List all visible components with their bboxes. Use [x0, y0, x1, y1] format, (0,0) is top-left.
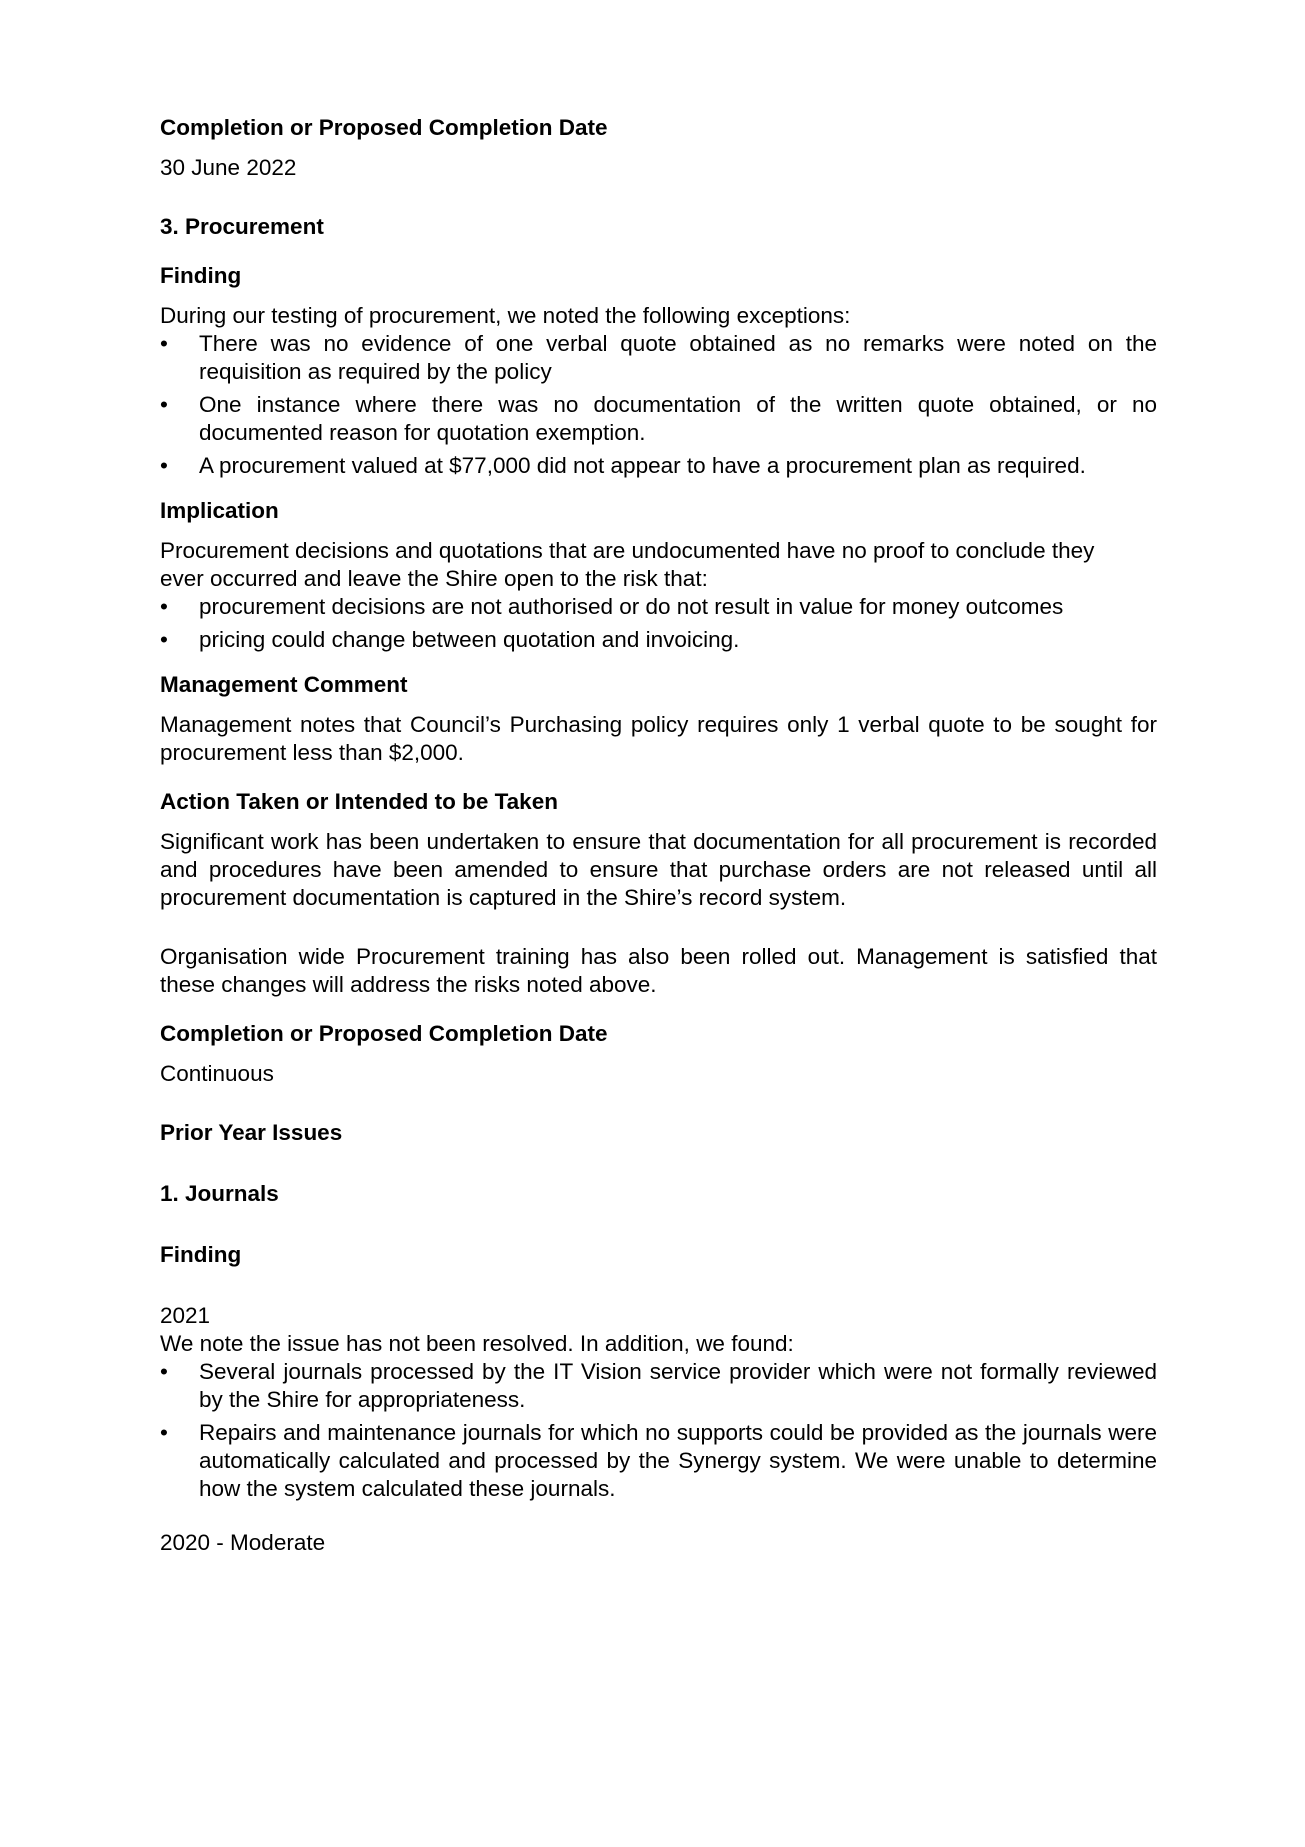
finding-bullet: • A procurement valued at $77,000 did not appear to have a procurement plan as required.: [160, 452, 1157, 480]
action-taken-paragraph-2: Organisation wide Procurement training has also been rolled out. Management is satisfied that these changes will address the risks noted above.: [160, 944, 1157, 997]
management-comment-text: Management notes that Council’s Purchasing policy requires only 1 verbal quote to be sought for procurement less than $2,000.: [160, 712, 1157, 765]
completion-date-heading: Completion or Proposed Completion Date: [160, 1021, 608, 1046]
finding-bullet-list: [160, 330, 1157, 480]
document-page: [160, 114, 1157, 1557]
year-2020-label: 2020 - Moderate: [160, 1530, 326, 1555]
bullet-2021: • Several journals processed by the IT Vision service provider which were not formally reviewed by the Shire for appropriateness.: [160, 1358, 1157, 1414]
journals-title: 1. Journals: [160, 1181, 279, 1206]
completion-date-heading: Completion or Proposed Completion Date: [160, 115, 608, 140]
finding-intro: During our testing of procurement, we noted the following exceptions:: [160, 303, 851, 328]
management-comment-heading: Management Comment: [160, 672, 408, 697]
finding-bullet: • One instance where there was no documentation of the written quote obtained, or no documented reason for quotation exemption.: [160, 391, 1157, 447]
bullet-2021: • Repairs and maintenance journals for which no supports could be provided as the journals were automatically calculated and processed by the Synergy system. We were unable to determine how the system calculated these journals.: [160, 1419, 1157, 1503]
implication-bullet-list: [160, 593, 1157, 654]
completion-date-value: 30 June 2022: [160, 155, 297, 180]
prior-year-issues-heading: Prior Year Issues: [160, 1120, 343, 1145]
finding-bullet: • There was no evidence of one verbal quote obtained as no remarks were noted on the requisition as required by the policy: [160, 330, 1157, 386]
procurement-title: 3. Procurement: [160, 214, 324, 239]
completion-date-value: Continuous: [160, 1061, 274, 1086]
action-taken-paragraph-1: Significant work has been undertaken to ensure that documentation for all procurement is recorded and procedures have been amended to ensure that purchase orders are not released until all procurement documentation is captured in the Shire’s record system.: [160, 829, 1157, 910]
intro-2021: We note the issue has not been resolved. In addition, we found:: [160, 1331, 794, 1356]
implication-bullet: • procurement decisions are not authorised or do not result in value for money outcomes: [160, 593, 1157, 621]
finding-heading: Finding: [160, 263, 242, 288]
implication-line-2: ever occurred and leave the Shire open to the risk that:: [160, 566, 708, 591]
action-taken-heading: Action Taken or Intended to be Taken: [160, 789, 558, 814]
implication-line-1: Procurement decisions and quotations that are undocumented have no proof to conclude they: [160, 538, 1095, 563]
prior-finding-heading: Finding: [160, 1242, 242, 1267]
implication-heading: Implication: [160, 498, 279, 523]
bullets-2021-list: [160, 1358, 1157, 1503]
year-2021-label: 2021: [160, 1303, 211, 1328]
implication-bullet: • pricing could change between quotation and invoicing.: [160, 626, 1157, 654]
